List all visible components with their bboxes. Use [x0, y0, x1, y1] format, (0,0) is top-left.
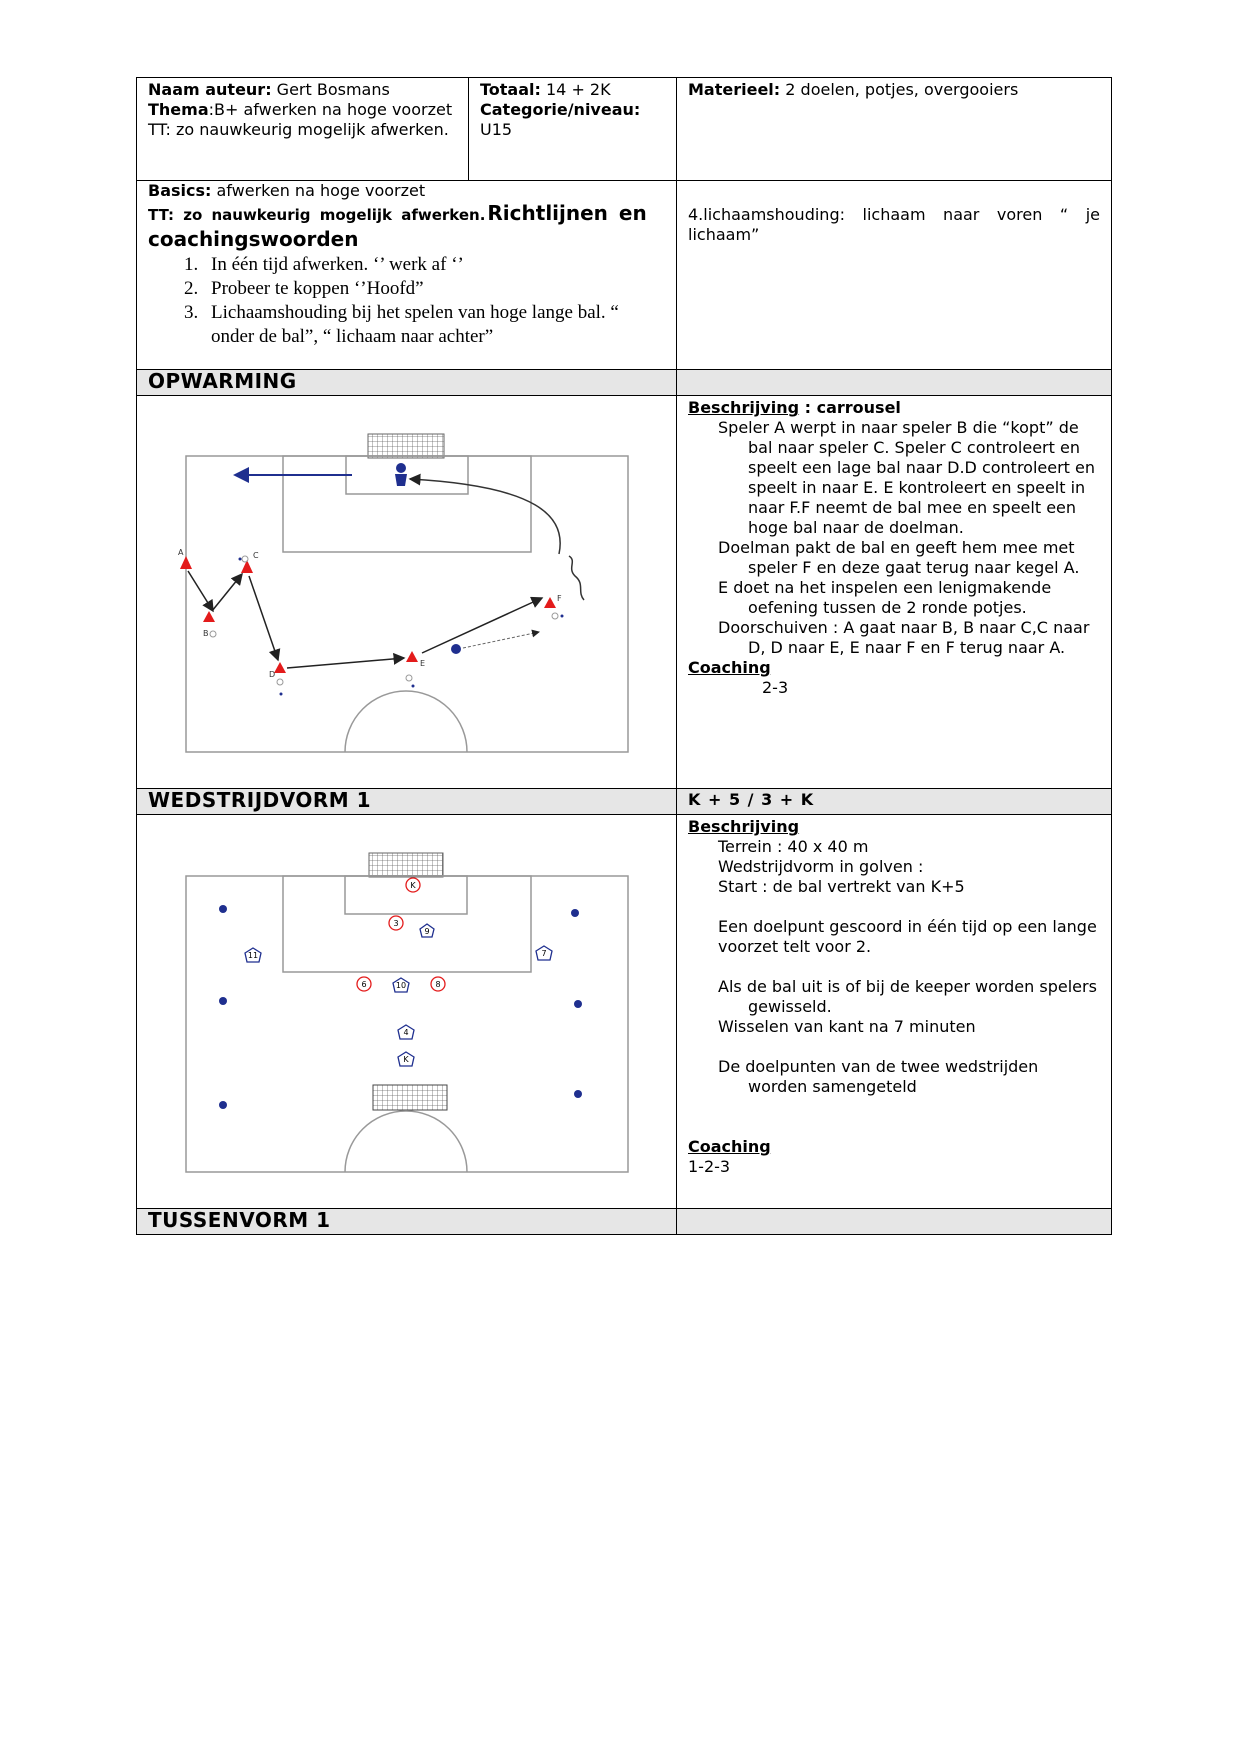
- material-value: 2 doelen, potjes, overgooiers: [780, 80, 1019, 99]
- guidelines-heading: Richtlijnen en coachingswoorden: [148, 201, 647, 251]
- total-value: 14 + 2K: [540, 80, 611, 99]
- session-sheet: [136, 77, 1112, 1235]
- material-label: Materieel:: [688, 80, 781, 99]
- red-player-label: 8: [435, 980, 441, 989]
- point4-cell: [677, 181, 1112, 370]
- marker-dot: [412, 685, 415, 688]
- coaching-label: Coaching: [688, 658, 771, 677]
- description-line: De doelpunten van de twee wedstrijden worden samengeteld: [718, 1057, 1039, 1096]
- red-player-label: K: [410, 881, 416, 890]
- diagram-cell-warmup: [137, 396, 677, 789]
- pitch-outline: [186, 876, 628, 1172]
- author-label: Naam auteur:: [148, 80, 272, 99]
- section-body-opwarming: [137, 396, 1112, 789]
- ball: [451, 644, 461, 654]
- total-cell: [469, 78, 677, 181]
- player-label: E: [420, 659, 426, 668]
- blue-player-label: 9: [424, 927, 430, 936]
- cone-marker: [219, 1101, 227, 1109]
- spacer: [688, 1097, 1100, 1137]
- goalkeeper: [395, 463, 407, 486]
- cone-marker: [219, 997, 227, 1005]
- player-label: D: [269, 670, 276, 679]
- description-line: Start : de bal vertrekt van K+5: [718, 877, 965, 896]
- theme-label: Thema: [148, 100, 209, 119]
- description-suffix: : carrousel: [799, 398, 901, 417]
- description-line: Terrein : 40 x 40 m: [718, 837, 869, 856]
- cone-marker: [571, 909, 579, 917]
- section-header-wedstrijdvorm: [137, 789, 1112, 815]
- section-body-wedstrijdvorm: [137, 815, 1112, 1209]
- marker-dot: [239, 558, 242, 561]
- description-line: [688, 917, 1100, 957]
- blue-player-label: 10: [395, 981, 407, 990]
- red-player-label: 6: [361, 980, 367, 989]
- basics-row: [137, 181, 1112, 370]
- warmup-diagram: [137, 396, 677, 788]
- blue-player-label: 7: [541, 949, 547, 958]
- header-row: [137, 78, 1112, 181]
- blue-player-label: K: [403, 1055, 409, 1064]
- goal-net-top: [369, 853, 443, 877]
- section-subtitle: K + 5 / 3 + K: [688, 790, 815, 809]
- tt-header: TT: zo nauwkeurig mogelijk afwerken.: [148, 120, 449, 139]
- pitch-outline: [186, 456, 628, 752]
- marker-dot: [561, 615, 564, 618]
- player-label: C: [253, 551, 259, 560]
- description-line: Als de bal uit is of bij de keeper worden spelers gewisseld.: [718, 977, 1097, 1016]
- section-title: TUSSENVORM 1: [148, 1208, 331, 1232]
- description-label: Beschrijving: [688, 817, 800, 836]
- player-label: F: [557, 594, 562, 603]
- cone-marker: [219, 905, 227, 913]
- material-cell: [677, 78, 1112, 181]
- theme-value: :B+ afwerken na hoge voorzet: [208, 100, 453, 119]
- description-text: Een doelpunt gescoord in één tijd op een lange voorzet telt voor 2.: [718, 917, 1097, 956]
- section-header-opwarming: [137, 370, 1112, 396]
- coaching-point: 3. Lichaamshouding bij het spelen van hoge lange bal. “ onder de bal”, “ lichaam naar achter”: [203, 301, 665, 349]
- section-title: OPWARMING: [148, 369, 297, 393]
- total-label: Totaal:: [480, 80, 541, 99]
- basics-label: Basics:: [148, 181, 212, 200]
- diagram-cell-match: [137, 815, 677, 1209]
- description-line: [688, 897, 1100, 917]
- description-line: Wisselen van kant na 7 minuten: [718, 1017, 976, 1036]
- coaching-point: 1. In één tijd afwerken. ‘’ werk af ‘’: [203, 253, 665, 277]
- red-player-label: 3: [393, 919, 399, 928]
- description-line: [688, 957, 1100, 977]
- section-header-tussenvorm: [137, 1209, 1112, 1235]
- goal-net: [368, 434, 444, 458]
- player-label: B: [203, 629, 209, 638]
- category-value: U15: [480, 120, 513, 139]
- description-line: Doelman pakt de bal en geeft hem mee met speler F en deze gaat terug naar kegel A.: [718, 538, 1080, 577]
- description-line: Wedstrijdvorm in golven :: [718, 857, 924, 876]
- cone-marker: [574, 1090, 582, 1098]
- basics-cell: [137, 181, 677, 370]
- point4-text: 4.lichaamshouding: lichaam naar voren “ je lichaam”: [688, 205, 1100, 244]
- coaching-label: Coaching: [688, 1137, 771, 1156]
- match-diagram: [137, 815, 677, 1207]
- author-cell: [137, 78, 469, 181]
- description-cell-warmup: [677, 396, 1112, 789]
- section-title: WEDSTRIJDVORM 1: [148, 788, 372, 812]
- coaching-point: 2. Probeer te koppen ‘’Hoofd”: [203, 277, 665, 301]
- coaching-points: [178, 253, 665, 349]
- description-line: E doet na het inspelen een lenigmakende oefening tussen de 2 ronde potjes.: [718, 578, 1052, 617]
- goal-net-bottom: [373, 1085, 447, 1110]
- description-line: [688, 1037, 1100, 1057]
- cone-marker: [574, 1000, 582, 1008]
- description-line: Doorschuiven : A gaat naar B, B naar C,C naar D, D naar E, E naar F en F terug naar A.: [718, 618, 1090, 657]
- basics-tt: TT: zo nauwkeurig mogelijk afwerken.: [148, 206, 486, 224]
- blue-player-label: 11: [247, 951, 259, 960]
- category-label: Categorie/niveau:: [480, 100, 641, 119]
- coaching-value: 2-3: [762, 678, 789, 697]
- description-line: Speler A werpt in naar speler B die “kopt” de bal naar speler C. Speler C controleert en speelt een lage bal naar D.D controleert en speelt in naar E. E kontroleert en speelt in naar F.F neemt de bal mee en speelt een hoge bal naar de doelman.: [718, 418, 1096, 537]
- player-label: A: [178, 548, 184, 557]
- description-label: Beschrijving: [688, 398, 800, 417]
- basics-value: afwerken na hoge voorzet: [211, 181, 426, 200]
- blue-player-label: 4: [403, 1028, 409, 1037]
- author-value: Gert Bosmans: [271, 80, 390, 99]
- coaching-value: 1-2-3: [688, 1157, 731, 1176]
- marker-dot: [280, 693, 283, 696]
- description-cell-match: [677, 815, 1112, 1209]
